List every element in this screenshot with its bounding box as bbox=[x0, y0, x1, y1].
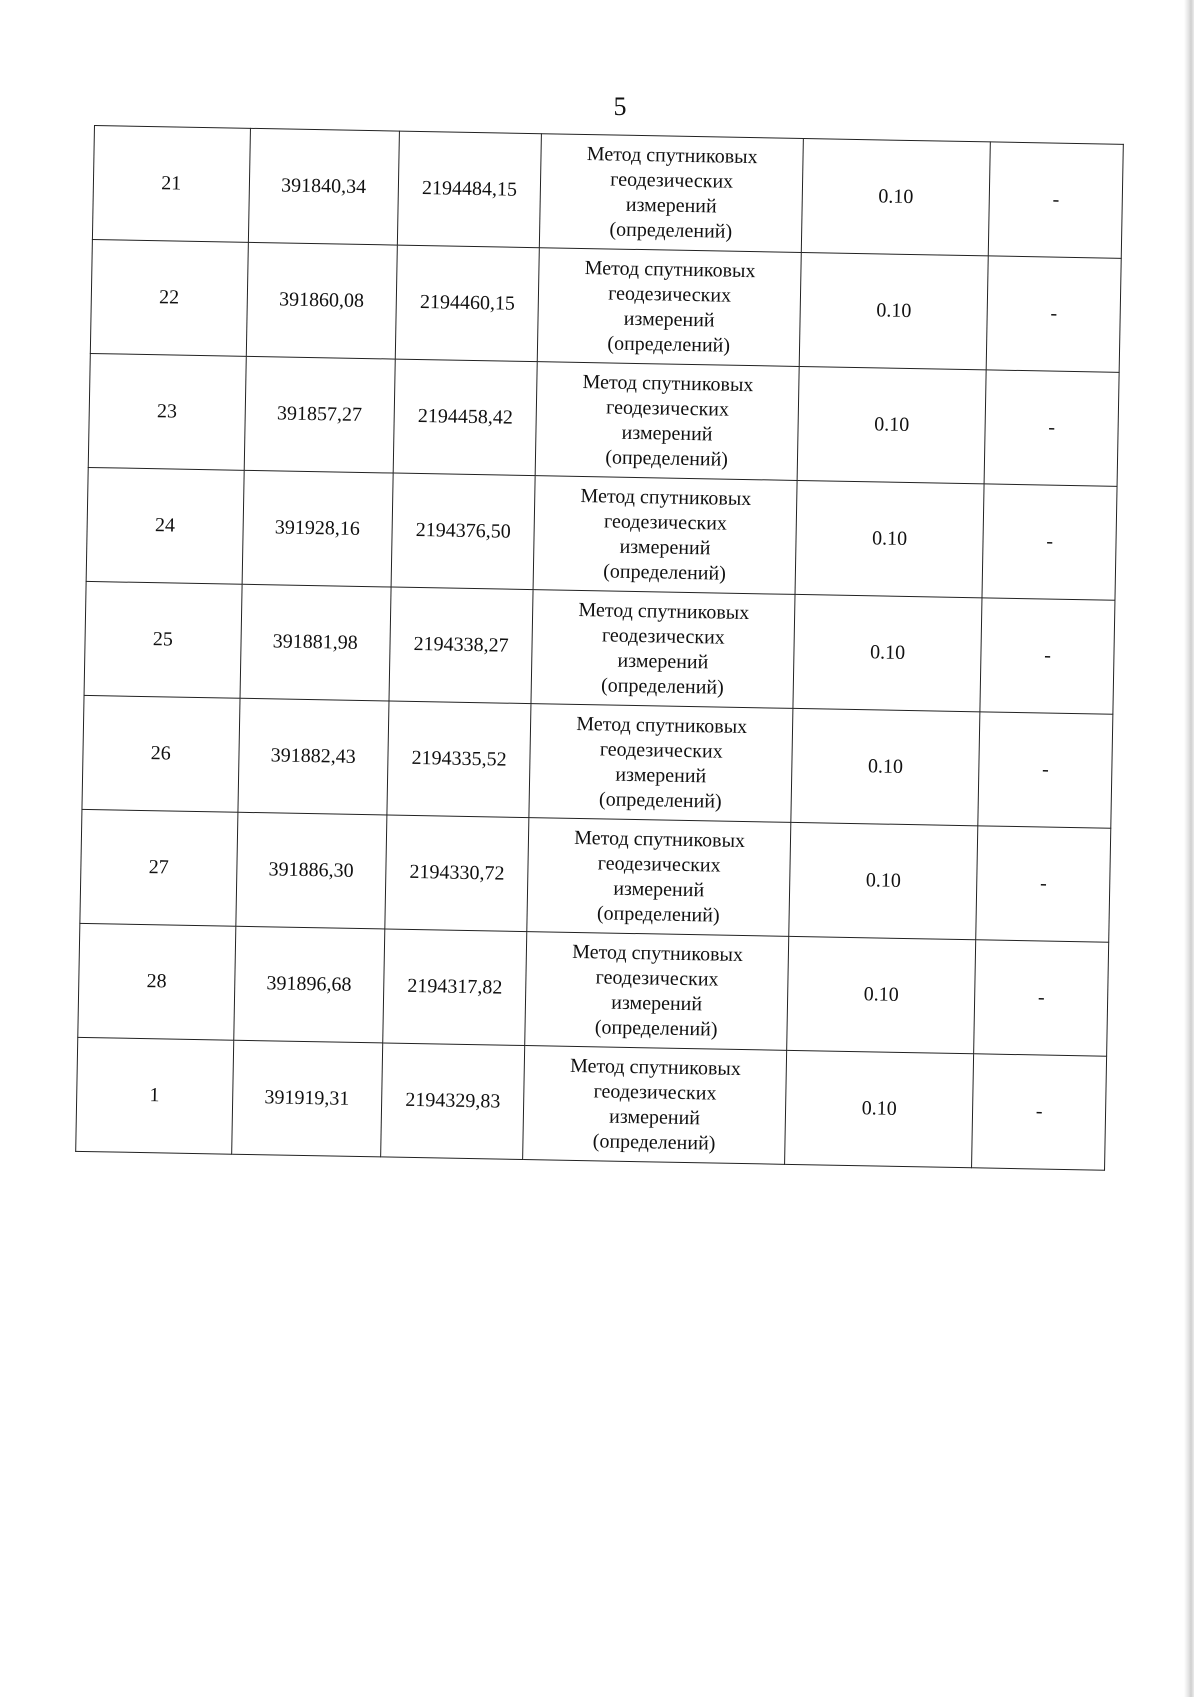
accuracy-cell: 0.10 bbox=[801, 138, 990, 255]
table-row bbox=[80, 809, 1111, 942]
note-cell: - bbox=[972, 1054, 1107, 1170]
x-coordinate-cell: 391882,43 bbox=[237, 698, 388, 815]
note-cell: - bbox=[974, 940, 1109, 1056]
accuracy-cell: 0.10 bbox=[791, 708, 980, 825]
y-coordinate-cell: 2194460,15 bbox=[395, 245, 540, 362]
x-coordinate-cell: 391928,16 bbox=[242, 470, 393, 587]
point-number-cell: 28 bbox=[78, 923, 236, 1040]
method-line: геодезических bbox=[605, 395, 730, 421]
x-coordinate-cell: 391840,34 bbox=[248, 128, 399, 245]
note-cell: - bbox=[982, 484, 1117, 600]
method-line: Метод спутниковых bbox=[584, 256, 756, 282]
accuracy-cell: 0.10 bbox=[799, 252, 988, 369]
method-line: измерений bbox=[623, 307, 715, 331]
note-cell: - bbox=[976, 826, 1111, 942]
y-coordinate-cell: 2194329,83 bbox=[381, 1043, 526, 1160]
method-cell bbox=[531, 590, 795, 709]
note-cell: - bbox=[980, 598, 1115, 714]
y-coordinate-cell: 2194335,52 bbox=[387, 701, 532, 818]
method-cell bbox=[536, 362, 800, 481]
accuracy-cell: 0.10 bbox=[795, 480, 984, 597]
y-coordinate-cell: 2194376,50 bbox=[391, 473, 536, 590]
x-coordinate-cell: 391857,27 bbox=[244, 356, 395, 473]
method-line: Метод спутниковых bbox=[574, 826, 746, 852]
page-edge-shadow bbox=[1184, 0, 1194, 1697]
method-line: (определений) bbox=[605, 445, 729, 471]
method-line: измерений bbox=[611, 991, 703, 1015]
method-line: геодезических bbox=[593, 1079, 717, 1105]
note-cell: - bbox=[989, 142, 1124, 258]
point-number-cell: 21 bbox=[92, 126, 250, 243]
method-line: Метод спутниковых bbox=[576, 712, 748, 738]
coordinates-table-body bbox=[76, 126, 1124, 1171]
method-cell bbox=[525, 932, 789, 1051]
note-cell: - bbox=[978, 712, 1113, 828]
note-cell: - bbox=[984, 370, 1119, 486]
table-row bbox=[76, 1037, 1107, 1170]
method-line: геодезических bbox=[603, 509, 728, 535]
note-cell: - bbox=[986, 256, 1121, 372]
method-line: (определений) bbox=[609, 217, 733, 243]
method-line: (определений) bbox=[596, 901, 720, 927]
method-line: измерений bbox=[615, 763, 707, 787]
table-row bbox=[82, 695, 1113, 828]
point-number-cell: 22 bbox=[90, 239, 248, 356]
accuracy-cell: 0.10 bbox=[789, 822, 978, 939]
method-line: измерений bbox=[619, 535, 711, 559]
method-line: Метод спутниковых bbox=[580, 484, 752, 510]
method-line: Метод спутниковых bbox=[582, 370, 754, 396]
method-line: геодезических bbox=[597, 851, 721, 877]
x-coordinate-cell: 391860,08 bbox=[246, 242, 397, 359]
method-cell bbox=[527, 818, 791, 937]
method-line: Метод спутниковых bbox=[586, 142, 758, 168]
y-coordinate-cell: 2194317,82 bbox=[383, 929, 528, 1046]
table-row bbox=[88, 353, 1119, 486]
x-coordinate-cell: 391886,30 bbox=[235, 812, 386, 929]
point-number-cell: 23 bbox=[88, 353, 246, 470]
accuracy-cell: 0.10 bbox=[787, 936, 976, 1053]
method-line: (определений) bbox=[594, 1015, 718, 1041]
method-line: измерений bbox=[608, 1105, 701, 1129]
method-line: измерений bbox=[625, 193, 717, 217]
table-row bbox=[84, 581, 1115, 714]
table-row bbox=[90, 239, 1121, 372]
method-line: измерений bbox=[617, 649, 709, 673]
method-line: геодезических bbox=[595, 965, 719, 991]
y-coordinate-cell: 2194338,27 bbox=[389, 587, 534, 704]
method-cell bbox=[533, 476, 797, 595]
method-line: (определений) bbox=[598, 787, 722, 813]
point-number-cell: 27 bbox=[80, 809, 238, 926]
method-line: геодезических bbox=[601, 623, 726, 649]
accuracy-cell: 0.10 bbox=[784, 1050, 973, 1167]
method-line: геодезических bbox=[608, 281, 732, 307]
method-line: измерений bbox=[621, 421, 713, 445]
method-cell bbox=[538, 248, 802, 367]
method-line: (определений) bbox=[603, 559, 727, 585]
method-line: Метод спутниковых bbox=[578, 598, 750, 624]
point-number-cell: 24 bbox=[86, 467, 244, 584]
point-number-cell: 25 bbox=[84, 581, 242, 698]
table-row bbox=[92, 126, 1123, 259]
method-line: (определений) bbox=[600, 673, 724, 699]
method-line: геодезических bbox=[610, 167, 734, 193]
page-number: 5 bbox=[613, 92, 627, 121]
method-line: Метод спутниковых bbox=[569, 1054, 742, 1080]
point-number-cell: 26 bbox=[82, 695, 240, 812]
y-coordinate-cell: 2194484,15 bbox=[397, 131, 542, 248]
point-number-cell: 1 bbox=[76, 1037, 234, 1154]
y-coordinate-cell: 2194330,72 bbox=[385, 815, 530, 932]
method-line: геодезических bbox=[599, 737, 723, 763]
method-cell bbox=[540, 134, 804, 253]
method-cell bbox=[523, 1046, 787, 1165]
method-cell bbox=[529, 704, 793, 823]
x-coordinate-cell: 391896,68 bbox=[233, 926, 384, 1043]
method-line: измерений bbox=[613, 877, 705, 901]
table-row bbox=[78, 923, 1109, 1056]
method-line: (определений) bbox=[592, 1129, 716, 1155]
method-line: (определений) bbox=[607, 331, 731, 357]
x-coordinate-cell: 391919,31 bbox=[231, 1040, 382, 1157]
x-coordinate-cell: 391881,98 bbox=[240, 584, 391, 701]
accuracy-cell: 0.10 bbox=[793, 594, 982, 711]
table-row bbox=[86, 467, 1117, 600]
accuracy-cell: 0.10 bbox=[797, 366, 986, 483]
coordinates-table bbox=[75, 125, 1124, 1171]
y-coordinate-cell: 2194458,42 bbox=[393, 359, 538, 476]
method-line: Метод спутниковых bbox=[571, 940, 744, 966]
